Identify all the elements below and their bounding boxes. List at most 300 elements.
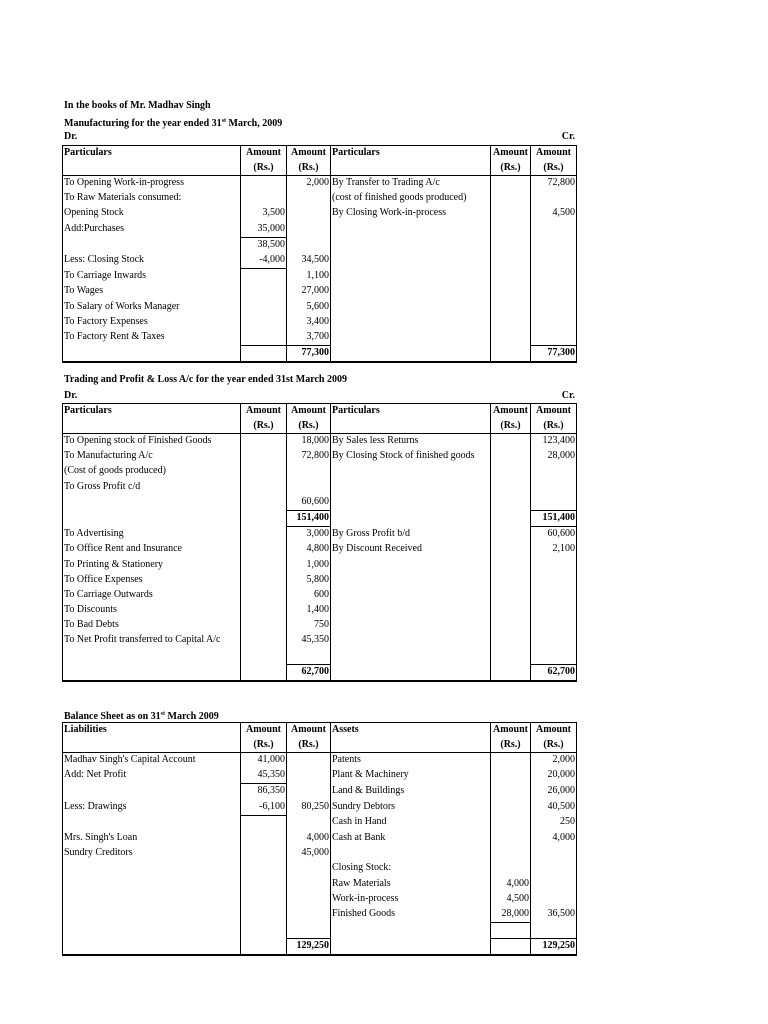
table-row — [63, 527, 577, 543]
right-particulars-cell — [331, 649, 491, 665]
amount-cell: 2,000 — [531, 753, 577, 769]
books-title: In the books of Mr. Madhav Singh — [64, 100, 211, 111]
liabilities-header: Liabilities — [63, 723, 241, 738]
dr-label: Dr. — [64, 131, 78, 142]
amount-cell — [531, 633, 577, 648]
amount-cell — [287, 464, 331, 479]
right-particulars-cell — [331, 923, 491, 939]
right-particulars-cell — [331, 618, 491, 633]
amount-cell: 18,000 — [287, 434, 331, 450]
amount-cell — [241, 527, 287, 543]
right-particulars-cell — [331, 558, 491, 573]
left-particulars-cell: To Manufacturing A/c — [63, 449, 241, 464]
amount-cell — [491, 861, 531, 876]
left-particulars-cell: Less: Closing Stock — [63, 253, 241, 269]
amount-cell: 3,500 — [241, 206, 287, 221]
amount-cell — [491, 269, 531, 285]
amount-cell — [491, 558, 531, 573]
amount-cell — [531, 330, 577, 346]
amount-cell — [491, 300, 531, 315]
trading-dr-cr — [64, 390, 575, 402]
amount-cell: 28,000 — [531, 449, 577, 464]
right-particulars-cell: By Closing Work-in-process — [331, 206, 491, 221]
amount-cell: 4,000 — [531, 831, 577, 846]
table-row — [63, 449, 577, 464]
table-row — [63, 315, 577, 330]
table-header-row — [63, 146, 577, 161]
amount-cell — [491, 434, 531, 450]
amount-cell: 26,000 — [531, 784, 577, 800]
amount-header: Amount — [287, 146, 331, 161]
right-particulars-cell — [331, 480, 491, 495]
table-row — [63, 618, 577, 633]
right-particulars-cell — [331, 315, 491, 330]
left-particulars-cell: Mrs. Singh's Loan — [63, 831, 241, 846]
amount-cell: 34,500 — [287, 253, 331, 269]
right-particulars-cell — [331, 284, 491, 299]
amount-cell — [241, 542, 287, 557]
right-particulars-cell — [331, 300, 491, 315]
table-row — [63, 588, 577, 603]
amount-cell — [531, 618, 577, 633]
amount-cell — [491, 527, 531, 543]
right-particulars-cell — [331, 588, 491, 603]
right-particulars-cell — [331, 237, 491, 253]
subtotal-right: 151,400 — [531, 510, 577, 526]
particulars-header: Particulars — [331, 404, 491, 419]
left-particulars-cell: Sundry Creditors — [63, 846, 241, 861]
amount-cell: 36,500 — [531, 907, 577, 923]
amount-cell — [241, 907, 287, 923]
subtotal-left: 151,400 — [287, 510, 331, 526]
amount-header: Amount — [241, 146, 287, 161]
amount-cell: 60,600 — [531, 527, 577, 543]
amount-cell: 123,400 — [531, 434, 577, 450]
left-particulars-cell: To Wages — [63, 284, 241, 299]
right-particulars-cell: (cost of finished goods produced) — [331, 191, 491, 206]
table-row — [63, 907, 577, 923]
amount-cell — [531, 649, 577, 665]
table-row — [63, 846, 577, 861]
amount-cell — [491, 542, 531, 557]
amount-cell: 41,000 — [241, 753, 287, 769]
amount-cell — [241, 495, 287, 511]
amount-cell — [531, 588, 577, 603]
amount-cell: 250 — [531, 815, 577, 831]
assets-header: Assets — [331, 723, 491, 738]
table-row — [63, 269, 577, 285]
rs-header: (Rs.) — [287, 161, 331, 176]
table-row — [63, 176, 577, 192]
manufacturing-title: Manufacturing for the year ended 31st March, 2009 — [64, 118, 283, 129]
left-particulars-cell — [63, 877, 241, 892]
amount-cell — [491, 253, 531, 269]
amount-cell — [491, 815, 531, 831]
table-row — [63, 800, 577, 816]
amount-cell — [491, 573, 531, 588]
amount-cell — [531, 558, 577, 573]
right-particulars-cell — [331, 330, 491, 346]
table-row — [63, 603, 577, 618]
amount-cell — [241, 464, 287, 479]
left-particulars-cell: To Office Expenses — [63, 573, 241, 588]
left-particulars-cell: To Opening stock of Finished Goods — [63, 434, 241, 450]
amount-cell: 45,350 — [287, 633, 331, 648]
left-particulars-cell: To Carriage Outwards — [63, 588, 241, 603]
table-row — [63, 573, 577, 588]
total-row — [63, 664, 577, 681]
rs-header: (Rs.) — [241, 161, 287, 176]
amount-cell: 3,400 — [287, 315, 331, 330]
left-particulars-cell — [63, 237, 241, 253]
left-particulars-cell: To Net Profit transferred to Capital A/c — [63, 633, 241, 648]
amount-cell — [491, 649, 531, 665]
amount-cell — [241, 480, 287, 495]
amount-cell — [287, 753, 331, 769]
right-particulars-cell: Sundry Debtors — [331, 800, 491, 816]
amount-cell: -6,100 — [241, 800, 287, 816]
table-row — [63, 300, 577, 315]
amount-cell — [241, 633, 287, 648]
amount-cell: 60,600 — [287, 495, 331, 511]
amount-header: Amount — [491, 404, 531, 419]
amount-cell — [287, 206, 331, 221]
amount-cell — [241, 573, 287, 588]
left-particulars-cell: (Cost of goods produced) — [63, 464, 241, 479]
table-row — [63, 253, 577, 269]
total-left: 77,300 — [287, 346, 331, 363]
total-left: 62,700 — [287, 664, 331, 681]
table-header-row — [63, 738, 577, 753]
left-particulars-cell: To Bad Debts — [63, 618, 241, 633]
amount-cell — [531, 464, 577, 479]
amount-cell — [241, 618, 287, 633]
table-header-row — [63, 404, 577, 419]
amount-cell — [241, 831, 287, 846]
particulars-header: Particulars — [63, 146, 241, 161]
trading-account-table — [62, 403, 577, 682]
amount-cell: 4,800 — [287, 542, 331, 557]
amount-cell: 20,000 — [531, 768, 577, 784]
amount-cell — [491, 633, 531, 648]
amount-cell — [491, 831, 531, 846]
amount-header: Amount — [491, 723, 531, 738]
amount-header: Amount — [287, 723, 331, 738]
amount-cell: 38,500 — [241, 237, 287, 253]
rs-header: (Rs.) — [241, 738, 287, 753]
right-particulars-cell: Land & Buildings — [331, 784, 491, 800]
amount-cell — [491, 495, 531, 511]
rs-header: (Rs.) — [491, 419, 531, 434]
amount-cell — [531, 603, 577, 618]
table-row — [63, 495, 577, 511]
amount-cell — [531, 480, 577, 495]
amount-cell: 4,500 — [491, 892, 531, 907]
amount-cell — [491, 480, 531, 495]
amount-cell: 750 — [287, 618, 331, 633]
table-row — [63, 815, 577, 831]
table-row — [63, 284, 577, 299]
left-particulars-cell: To Advertising — [63, 527, 241, 543]
amount-cell — [491, 464, 531, 479]
subtotal-row — [63, 510, 577, 526]
left-particulars-cell: Opening Stock — [63, 206, 241, 221]
amount-cell — [287, 222, 331, 238]
amount-cell — [241, 330, 287, 346]
table-row — [63, 480, 577, 495]
amount-cell — [241, 176, 287, 192]
right-particulars-cell — [331, 464, 491, 479]
right-particulars-cell: By Transfer to Trading A/c — [331, 176, 491, 192]
total-right: 62,700 — [531, 664, 577, 681]
amount-cell: 72,800 — [287, 449, 331, 464]
amount-cell — [241, 269, 287, 285]
amount-cell: 5,800 — [287, 573, 331, 588]
amount-cell — [241, 815, 287, 831]
amount-cell — [531, 923, 577, 939]
amount-cell — [531, 269, 577, 285]
amount-cell — [491, 784, 531, 800]
table-row — [63, 892, 577, 907]
particulars-header: Particulars — [63, 404, 241, 419]
table-row — [63, 784, 577, 800]
table-row — [63, 330, 577, 346]
amount-header: Amount — [531, 404, 577, 419]
left-particulars-cell: To Factory Expenses — [63, 315, 241, 330]
total-left: 129,250 — [287, 939, 331, 956]
right-particulars-cell: Cash in Hand — [331, 815, 491, 831]
amount-cell — [287, 892, 331, 907]
left-particulars-cell: To Factory Rent & Taxes — [63, 330, 241, 346]
amount-header: Amount — [531, 723, 577, 738]
table-row — [63, 923, 577, 939]
right-particulars-cell: Finished Goods — [331, 907, 491, 923]
rs-header: (Rs.) — [287, 738, 331, 753]
rs-header: (Rs.) — [241, 419, 287, 434]
amount-cell — [241, 449, 287, 464]
right-particulars-cell — [331, 603, 491, 618]
amount-cell: 600 — [287, 588, 331, 603]
amount-cell: 4,000 — [287, 831, 331, 846]
amount-header: Amount — [531, 146, 577, 161]
amount-cell — [241, 434, 287, 450]
amount-cell — [241, 603, 287, 618]
amount-cell — [531, 191, 577, 206]
trading-title: Trading and Profit & Loss A/c for the year ended 31st March 2009 — [64, 374, 347, 385]
amount-cell: 1,400 — [287, 603, 331, 618]
amount-cell: 4,000 — [491, 877, 531, 892]
table-row — [63, 206, 577, 221]
amount-cell — [287, 923, 331, 939]
amount-header: Amount — [241, 404, 287, 419]
left-particulars-cell: Add:Purchases — [63, 222, 241, 238]
right-particulars-cell: By Closing Stock of finished goods — [331, 449, 491, 464]
amount-cell — [241, 923, 287, 939]
manufacturing-account-table — [62, 145, 577, 363]
table-row — [63, 558, 577, 573]
amount-cell — [491, 923, 531, 939]
table-row — [63, 191, 577, 206]
amount-cell — [491, 237, 531, 253]
amount-cell — [241, 846, 287, 861]
left-particulars-cell: To Raw Materials consumed: — [63, 191, 241, 206]
amount-cell — [241, 191, 287, 206]
right-particulars-cell — [331, 633, 491, 648]
amount-cell — [287, 649, 331, 665]
left-particulars-cell: To Discounts — [63, 603, 241, 618]
amount-cell — [531, 495, 577, 511]
amount-cell — [531, 892, 577, 907]
right-particulars-cell: Cash at Bank — [331, 831, 491, 846]
rs-header: (Rs.) — [287, 419, 331, 434]
left-particulars-cell: To Salary of Works Manager — [63, 300, 241, 315]
table-header-row — [63, 419, 577, 434]
amount-cell: 86,350 — [241, 784, 287, 800]
table-row — [63, 753, 577, 769]
total-right: 129,250 — [531, 939, 577, 956]
amount-cell — [531, 861, 577, 876]
amount-cell — [491, 588, 531, 603]
amount-cell — [287, 861, 331, 876]
cr-label: Cr. — [561, 131, 575, 142]
amount-cell — [287, 768, 331, 784]
table-row — [63, 831, 577, 846]
right-particulars-cell — [331, 253, 491, 269]
amount-cell — [531, 315, 577, 330]
amount-cell — [287, 191, 331, 206]
right-particulars-cell: By Sales less Returns — [331, 434, 491, 450]
amount-cell — [531, 222, 577, 238]
left-particulars-cell: To Gross Profit c/d — [63, 480, 241, 495]
amount-cell — [491, 603, 531, 618]
left-particulars-cell — [63, 649, 241, 665]
table-row — [63, 222, 577, 238]
table-row — [63, 237, 577, 253]
amount-cell: 35,000 — [241, 222, 287, 238]
right-particulars-cell: Plant & Machinery — [331, 768, 491, 784]
amount-cell — [241, 588, 287, 603]
amount-cell: 4,500 — [531, 206, 577, 221]
amount-cell: 3,000 — [287, 527, 331, 543]
amount-cell — [491, 330, 531, 346]
manufacturing-dr-cr — [64, 131, 575, 143]
rs-header: (Rs.) — [531, 161, 577, 176]
amount-cell — [491, 284, 531, 299]
amount-header: Amount — [287, 404, 331, 419]
balance-sheet-table — [62, 722, 577, 956]
amount-cell — [241, 861, 287, 876]
amount-cell — [531, 253, 577, 269]
amount-cell — [491, 315, 531, 330]
left-particulars-cell — [63, 907, 241, 923]
table-header-row — [63, 161, 577, 176]
amount-cell — [241, 300, 287, 315]
amount-cell — [491, 191, 531, 206]
left-particulars-cell: Less: Drawings — [63, 800, 241, 816]
cr-label: Cr. — [561, 390, 575, 401]
left-particulars-cell: To Carriage Inwards — [63, 269, 241, 285]
amount-cell: 45,000 — [287, 846, 331, 861]
table-row — [63, 633, 577, 648]
amount-cell — [491, 449, 531, 464]
amount-cell — [491, 176, 531, 192]
rs-header: (Rs.) — [531, 738, 577, 753]
amount-cell — [287, 237, 331, 253]
right-particulars-cell — [331, 573, 491, 588]
right-particulars-cell — [331, 846, 491, 861]
rs-header: (Rs.) — [491, 161, 531, 176]
amount-cell — [241, 558, 287, 573]
left-particulars-cell — [63, 892, 241, 907]
table-row — [63, 464, 577, 479]
amount-cell — [491, 618, 531, 633]
rs-header: (Rs.) — [491, 738, 531, 753]
right-particulars-cell: Work-in-process — [331, 892, 491, 907]
amount-cell — [287, 907, 331, 923]
amount-header: Amount — [491, 146, 531, 161]
right-particulars-cell — [331, 222, 491, 238]
amount-cell: 40,500 — [531, 800, 577, 816]
right-particulars-cell — [331, 269, 491, 285]
table-row — [63, 768, 577, 784]
amount-cell — [241, 284, 287, 299]
amount-cell — [531, 300, 577, 315]
amount-cell: 72,800 — [531, 176, 577, 192]
amount-cell — [241, 649, 287, 665]
table-row — [63, 877, 577, 892]
amount-cell — [491, 222, 531, 238]
table-row — [63, 649, 577, 665]
table-row — [63, 542, 577, 557]
left-particulars-cell — [63, 784, 241, 800]
amount-cell — [531, 573, 577, 588]
amount-cell: 2,100 — [531, 542, 577, 557]
table-header-row — [63, 723, 577, 738]
balance-sheet-title: Balance Sheet as on 31st March 2009 — [64, 711, 219, 722]
particulars-header: Particulars — [331, 146, 491, 161]
right-particulars-cell: Patents — [331, 753, 491, 769]
amount-cell — [241, 892, 287, 907]
amount-cell: 1,100 — [287, 269, 331, 285]
amount-cell — [531, 237, 577, 253]
table-row — [63, 861, 577, 876]
left-particulars-cell — [63, 815, 241, 831]
amount-cell — [287, 815, 331, 831]
amount-cell — [531, 846, 577, 861]
amount-cell — [491, 846, 531, 861]
total-row — [63, 939, 577, 956]
amount-cell — [491, 753, 531, 769]
amount-header: Amount — [241, 723, 287, 738]
amount-cell — [531, 284, 577, 299]
amount-cell: 80,250 — [287, 800, 331, 816]
table-row — [63, 434, 577, 450]
amount-cell: 2,000 — [287, 176, 331, 192]
amount-cell — [287, 480, 331, 495]
amount-cell — [287, 784, 331, 800]
amount-cell: -4,000 — [241, 253, 287, 269]
amount-cell: 5,600 — [287, 300, 331, 315]
left-particulars-cell — [63, 923, 241, 939]
right-particulars-cell: By Gross Profit b/d — [331, 527, 491, 543]
amount-cell: 45,350 — [241, 768, 287, 784]
left-particulars-cell: Add: Net Profit — [63, 768, 241, 784]
amount-cell: 28,000 — [491, 907, 531, 923]
right-particulars-cell — [331, 495, 491, 511]
left-particulars-cell: To Opening Work-in-progress — [63, 176, 241, 192]
amount-cell: 27,000 — [287, 284, 331, 299]
dr-label: Dr. — [64, 390, 78, 401]
